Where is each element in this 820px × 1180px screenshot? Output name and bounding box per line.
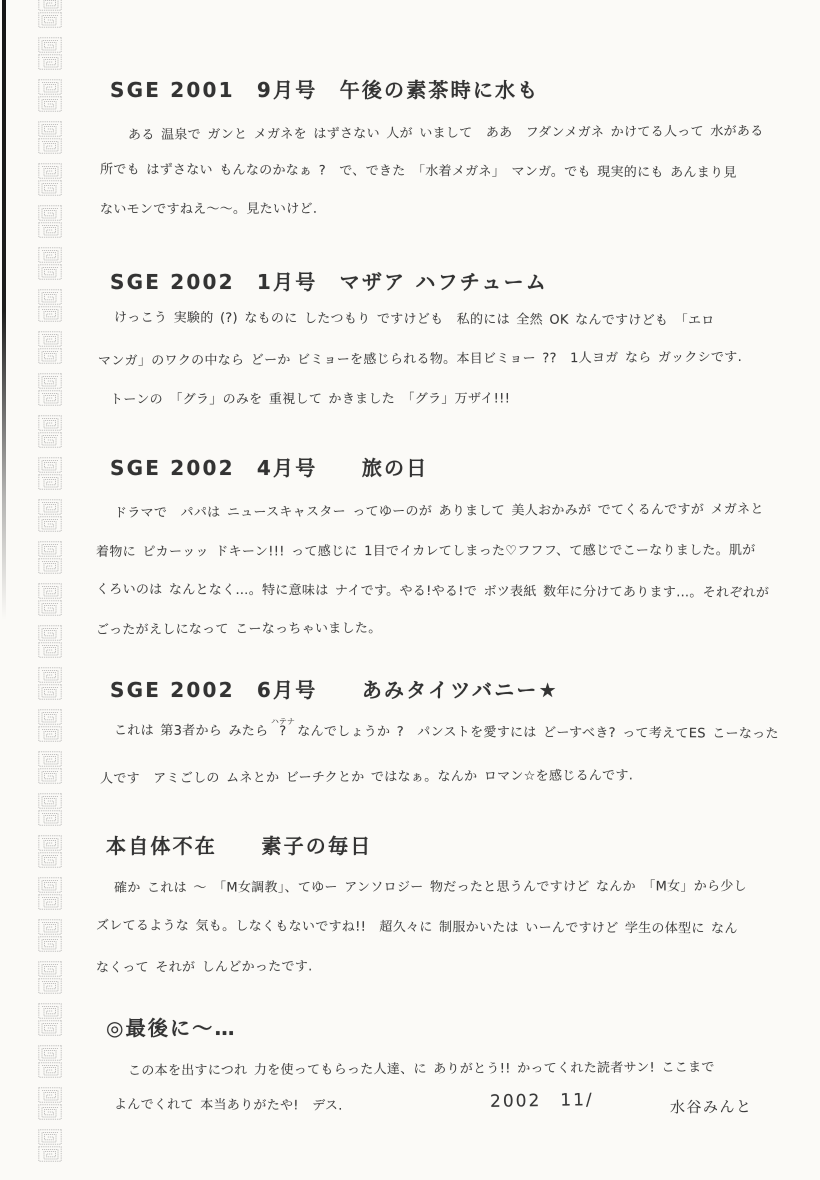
- date-note: 2002 11/: [489, 1090, 594, 1112]
- entry-title: 本自体不在 素子の毎日: [106, 834, 373, 858]
- entry-title: SGE 2002 6月号 あみタイツバニー★: [110, 678, 559, 702]
- entry-line: ないモンですねえ〜〜。見たいけど.: [99, 201, 318, 218]
- line-text: なんでしょうか ? パンストを愛すには どーすべき? って考えてES こーなった: [290, 724, 779, 742]
- author-signature: 水谷みんと: [669, 1097, 753, 1117]
- entry-line: ズレてるような 気も。しなくもないですね!! 超久々に 制服かいたは いーんですけど 学生の体型に なん: [95, 918, 738, 937]
- entry-sge-2002-01: [98, 262, 813, 432]
- entry-line: くろいのは なんとなく…。特に意味は ナイです。やる!やる!で ボツ表紙 数年に分けてあります…。それぞれが: [95, 582, 770, 601]
- entry-line: なくって それが しんどかったです.: [95, 959, 313, 976]
- entry-line: 着物に ピカーッッ ドキーン!!! って感じに 1目でイカレてしまった♡フフフ、て感じでこーなりました。肌が: [95, 543, 756, 560]
- entry-title: ◎最後に〜…: [106, 1016, 237, 1040]
- entry-line: ごったがえしになって こーなっちゃいました。: [95, 621, 382, 638]
- question-with-furigana: [270, 717, 295, 740]
- entry-sge-2002-06: [98, 672, 813, 812]
- question-mark: ?: [270, 724, 295, 740]
- entry-sge-2001-09: [98, 70, 813, 270]
- entry-book-motoko: [95, 826, 813, 996]
- entry-closing: [98, 1008, 813, 1138]
- entry-title: SGE 2002 4月号 旅の日: [110, 456, 429, 480]
- entry-line: マンガ」のワクの中なら どーか ビミョーを感じられる物。本目ビミョー ?? 1人ヨガ なら ガックシです.: [97, 350, 743, 369]
- entry-line: [114, 716, 779, 741]
- line-text: これは 第3者から みたら: [113, 723, 275, 740]
- entry-sge-2002-04: [95, 448, 813, 648]
- entry-line: ドラマで パパは ニュースキャスター ってゆーのが ありまして 美人おかみが でてくるんですが メガネと: [113, 502, 764, 521]
- entry-line: トーンの 「グラ」のみを 重視して かきました 「グラ」万ザイ!!!: [109, 391, 511, 408]
- entry-line: この本を出すにつれ 力を使ってもらった人達、に ありがとう!! かってくれた読者サン! ここまで: [127, 1060, 715, 1079]
- entry-line: 確か これは 〜 「M女調教」、てゆー アンソロジー 物だったと思うんですけど なんか 「M女」から少し: [113, 879, 747, 896]
- entry-line: 所でも はずさない もんなのかなぁ ? で、できた 「水着メガネ」 マンガ。でも 現実的にも あんまり見: [99, 162, 737, 181]
- entry-title: SGE 2002 1月号 マザア ハフチューム: [110, 270, 548, 294]
- entry-line: 人です アミごしの ムネとか ビーチクとか ではなぁ。なんか ロマン☆を感じるんです.: [99, 768, 634, 787]
- furigana-text: ハテナ: [270, 717, 295, 727]
- entry-line: けっこう 実験的 (?) なものに したつもり ですけども 私的には 全然 OK なんですけども 「エロ: [113, 310, 715, 329]
- entry-title: SGE 2001 9月号 午後の素茶時に水も: [110, 78, 540, 102]
- entry-line: ある 温泉で ガンと メガネを はずさない 人が いまして ああ フダンメガネ かけてる人って 水がある: [127, 124, 764, 143]
- entry-line: よんでくれて 本当ありがたや! デス.: [113, 1097, 343, 1114]
